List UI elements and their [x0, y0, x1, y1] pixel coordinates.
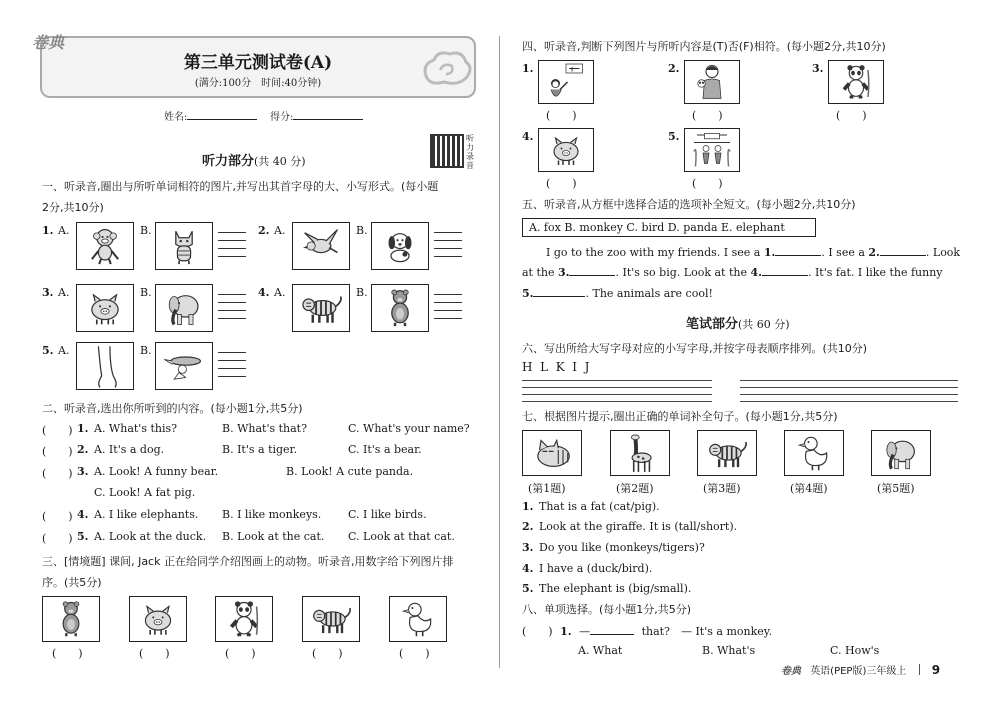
duck-icon — [785, 431, 843, 475]
picture-caption: (第1题) — [528, 482, 566, 495]
section2-title: 二、听录音,选出你所听到的内容。(每小题1分,共5分) — [42, 402, 303, 415]
panda-icon — [829, 61, 883, 103]
answer-paren[interactable]: ( ) — [42, 532, 73, 545]
hint-picture[interactable] — [697, 430, 757, 476]
section6-title: 六、写出所给大写字母对应的小写字母,并按字母表顺序排列。(共10分) — [522, 342, 868, 355]
letter-writing-lines[interactable] — [434, 294, 462, 326]
bird-icon — [293, 223, 349, 269]
section1-title: 一、听录音,圈出与所听单词相符的图片,并写出其首字母的大、小写形式。(每小题 — [42, 180, 439, 193]
question-number: 2. — [77, 443, 89, 456]
answer-paren[interactable]: ( ) — [399, 647, 430, 660]
letter-writing-lines[interactable] — [434, 232, 462, 264]
option-b-picture[interactable] — [155, 222, 213, 270]
question-number: 4. — [77, 508, 89, 521]
sequence-picture[interactable] — [302, 596, 360, 642]
option-a[interactable]: A. What's this? — [94, 422, 178, 435]
hint-picture[interactable] — [522, 430, 582, 476]
question-number: 5. — [668, 130, 680, 143]
letter-writing-lines[interactable] — [218, 294, 246, 326]
question-number: 5. — [522, 582, 534, 595]
sentence-text[interactable]: That is a fat (cat/pig). — [539, 500, 660, 513]
bear-icon — [372, 285, 428, 331]
sentence-text[interactable]: The elephant is (big/small). — [539, 582, 692, 595]
name-field[interactable] — [164, 108, 257, 123]
boy-panda-icon — [685, 61, 739, 103]
question-number: 5. — [42, 344, 54, 357]
picture-caption: (第5题) — [877, 482, 915, 495]
option-a[interactable]: A. Look at the duck. — [94, 530, 207, 543]
page-title: 第三单元测试卷(A) — [183, 53, 333, 73]
question-number: 3. — [77, 465, 89, 478]
picture-caption: (第2题) — [616, 482, 654, 495]
option-a-picture[interactable] — [76, 342, 134, 390]
hint-picture[interactable] — [610, 430, 670, 476]
answer-paren[interactable]: ( ) — [692, 177, 723, 190]
giraffe-icon — [611, 431, 669, 475]
section7-title: 七、根据图片提示,圈出正确的单词补全句子。(每小题1分,共5分) — [522, 410, 838, 423]
option-a-label: A. — [274, 224, 286, 237]
answer-paren[interactable]: ( ) — [836, 109, 867, 122]
sequence-picture[interactable] — [389, 596, 447, 642]
panda-icon — [216, 597, 272, 641]
blank-5[interactable] — [533, 296, 585, 297]
blank-1[interactable] — [775, 255, 821, 256]
option-c[interactable]: C. I like birds. — [348, 508, 427, 521]
sequence-picture[interactable] — [42, 596, 100, 642]
answer-paren[interactable]: ( ) — [225, 647, 256, 660]
listening-header: 听力部分(共 40 分) — [202, 154, 306, 169]
writing-header: 笔试部分(共 60 分) — [686, 317, 790, 332]
option-b-label: B. — [140, 286, 152, 299]
s8-option-b[interactable]: B. What's — [702, 644, 756, 657]
monkey-icon — [77, 223, 133, 269]
answer-paren[interactable]: ( ) — [312, 647, 343, 660]
question-number: 1. — [77, 422, 89, 435]
section3-title: 三、[情境题] 课间, Jack 正在给同学介绍图画上的动物。听录音,用数字给下列图片排 — [42, 555, 454, 568]
picture-caption: (第3题) — [703, 482, 741, 495]
section1-title-cont: 2分,共10分) — [42, 201, 104, 214]
footer-bar — [781, 662, 940, 677]
sequence-picture[interactable] — [215, 596, 273, 642]
question-number: 1. — [522, 62, 534, 75]
score-field[interactable] — [270, 108, 363, 123]
sentence-text[interactable]: I have a (duck/bird). — [539, 562, 653, 575]
s8-option-c[interactable]: C. How's — [830, 644, 880, 657]
answer-paren[interactable]: ( ) — [42, 445, 73, 458]
option-a-picture[interactable] — [76, 222, 134, 270]
question-number: 2. — [522, 520, 534, 533]
question-number: 4. — [258, 286, 270, 299]
name-label: 姓名: — [164, 112, 188, 123]
cat-icon — [156, 223, 212, 269]
option-b[interactable]: B. What's that? — [222, 422, 307, 435]
blank-4[interactable] — [762, 275, 808, 276]
option-a-label: A. — [58, 344, 70, 357]
footer-logo: 卷典 — [781, 666, 801, 677]
footer-book: 英语(PEP版)三年级上 — [810, 666, 907, 677]
question-number: 3. — [522, 541, 534, 554]
blank-3[interactable] — [569, 275, 615, 276]
pig-icon — [77, 285, 133, 331]
option-a-picture[interactable] — [76, 284, 134, 332]
tiger-icon — [293, 285, 349, 331]
passage-line-1: I go to the zoo with my friends. I see a 1. . I see a 2. . Look — [546, 246, 961, 259]
option-c[interactable]: C. Look at that cat. — [348, 530, 455, 543]
pig-icon — [539, 129, 593, 171]
s8-question-1: ( ) 1. — that? — It's a monkey. — [522, 625, 773, 638]
option-b-label: B. — [140, 224, 152, 237]
option-b-label: B. — [356, 286, 368, 299]
option-b-picture[interactable] — [371, 222, 429, 270]
bear-icon — [43, 597, 99, 641]
answer-paren[interactable]: ( ) — [522, 625, 553, 638]
question-number: 4. — [522, 130, 534, 143]
option-a-label: A. — [58, 286, 70, 299]
option-b[interactable]: B. It's a tiger. — [222, 443, 298, 456]
question-number: 1. — [42, 224, 54, 237]
option-c[interactable]: C. What's your name? — [348, 422, 470, 435]
option-a-label: A. — [58, 224, 70, 237]
score-label: 得分: — [270, 112, 294, 123]
pig-icon — [130, 597, 186, 641]
qr-label: 听力录音 — [466, 134, 474, 170]
word-bank-box — [522, 218, 816, 237]
answer-paren[interactable]: ( ) — [546, 109, 577, 122]
duck-icon — [390, 597, 446, 641]
hint-picture[interactable] — [784, 430, 844, 476]
passage-line-3: 5. . The animals are cool! — [522, 287, 713, 300]
answer-paren[interactable]: ( ) — [42, 510, 73, 523]
zoo-kids-icon — [685, 129, 739, 171]
option-a[interactable]: A. It's a dog. — [94, 443, 165, 456]
option-b[interactable]: B. I like monkeys. — [222, 508, 322, 521]
judge-picture[interactable] — [538, 128, 594, 172]
letter-writing-lines[interactable] — [218, 352, 246, 384]
question-number: 5. — [77, 530, 89, 543]
tiger-icon — [698, 431, 756, 475]
section3-title-cont: 序。(共5分) — [42, 576, 102, 589]
judge-picture[interactable] — [684, 60, 740, 104]
section5-title: 五、听录音,从方框中选择合适的选项补全短文。(每小题2分,共10分) — [522, 198, 856, 211]
sentence-text[interactable]: Do you like (monkeys/tigers)? — [539, 541, 705, 554]
s8-blank[interactable] — [590, 634, 634, 635]
fat-cat-icon — [523, 431, 581, 475]
girl-dog-icon — [539, 61, 593, 103]
page-number: 9 — [931, 663, 941, 677]
option-c[interactable]: C. Look! A fat pig. — [94, 486, 196, 499]
option-b[interactable]: B. Look at the cat. — [222, 530, 325, 543]
giraffe-neck-icon — [77, 343, 133, 389]
answer-paren[interactable]: ( ) — [42, 467, 73, 480]
question-number: 1. — [522, 500, 534, 513]
option-a-label: A. — [274, 286, 286, 299]
question-number: 2. — [258, 224, 270, 237]
option-b-picture[interactable] — [371, 284, 429, 332]
passage-line-2: at the 3. . It's so big. Look at the 4. . It's fat. I like the funny — [522, 266, 943, 279]
answer-paren[interactable]: ( ) — [546, 177, 577, 190]
picture-caption: (第4题) — [790, 482, 828, 495]
sequence-picture[interactable] — [129, 596, 187, 642]
option-a-picture[interactable] — [292, 284, 350, 332]
dog-icon — [372, 223, 428, 269]
tiger-icon — [303, 597, 359, 641]
letter-writing-lines[interactable] — [218, 232, 246, 264]
question-number: 3. — [812, 62, 824, 75]
option-b-picture[interactable] — [155, 284, 213, 332]
logo-text: 卷典 — [32, 33, 65, 52]
s8-option-a[interactable]: A. What — [578, 644, 623, 657]
option-a[interactable]: A. I like elephants. — [94, 508, 199, 521]
answer-paren[interactable]: ( ) — [692, 109, 723, 122]
sentence-text[interactable]: Look at the giraffe. It is (tall/short). — [539, 520, 738, 533]
option-c[interactable]: C. It's a bear. — [348, 443, 422, 456]
question-number: 3. — [42, 286, 54, 299]
duck-bird-icon — [156, 343, 212, 389]
qr-code[interactable] — [430, 134, 464, 168]
option-b-label: B. — [140, 344, 152, 357]
section4-title: 四、听录音,判断下列图片与所听内容是(T)否(F)相符。(每小题2分,共10分) — [522, 40, 886, 53]
question-number: 2. — [668, 62, 680, 75]
blank-2[interactable] — [880, 255, 926, 256]
hint-picture[interactable] — [871, 430, 931, 476]
column-divider — [499, 36, 500, 668]
option-b-picture[interactable] — [155, 342, 213, 390]
option-b-label: B. — [356, 224, 368, 237]
elephant-icon — [872, 431, 930, 475]
section8-title: 八、单项选择。(每小题1分,共5分) — [522, 603, 692, 616]
judge-picture[interactable] — [828, 60, 884, 104]
elephant-icon — [156, 285, 212, 331]
answer-paren[interactable]: ( ) — [42, 424, 73, 437]
capital-letters: H L K I J — [522, 360, 590, 374]
option-a-picture[interactable] — [292, 222, 350, 270]
answer-paren[interactable]: ( ) — [52, 647, 83, 660]
word-bank-text: A. fox B. monkey C. bird D. panda E. elephant — [529, 221, 785, 234]
page-subtitle: (满分:100分 时间:40分钟) — [194, 78, 322, 89]
judge-picture[interactable] — [538, 60, 594, 104]
judge-picture[interactable] — [684, 128, 740, 172]
option-b[interactable]: B. Look! A cute panda. — [286, 465, 414, 478]
answer-paren[interactable]: ( ) — [139, 647, 170, 660]
option-a[interactable]: A. Look! A funny bear. — [94, 465, 219, 478]
question-number: 4. — [522, 562, 534, 575]
